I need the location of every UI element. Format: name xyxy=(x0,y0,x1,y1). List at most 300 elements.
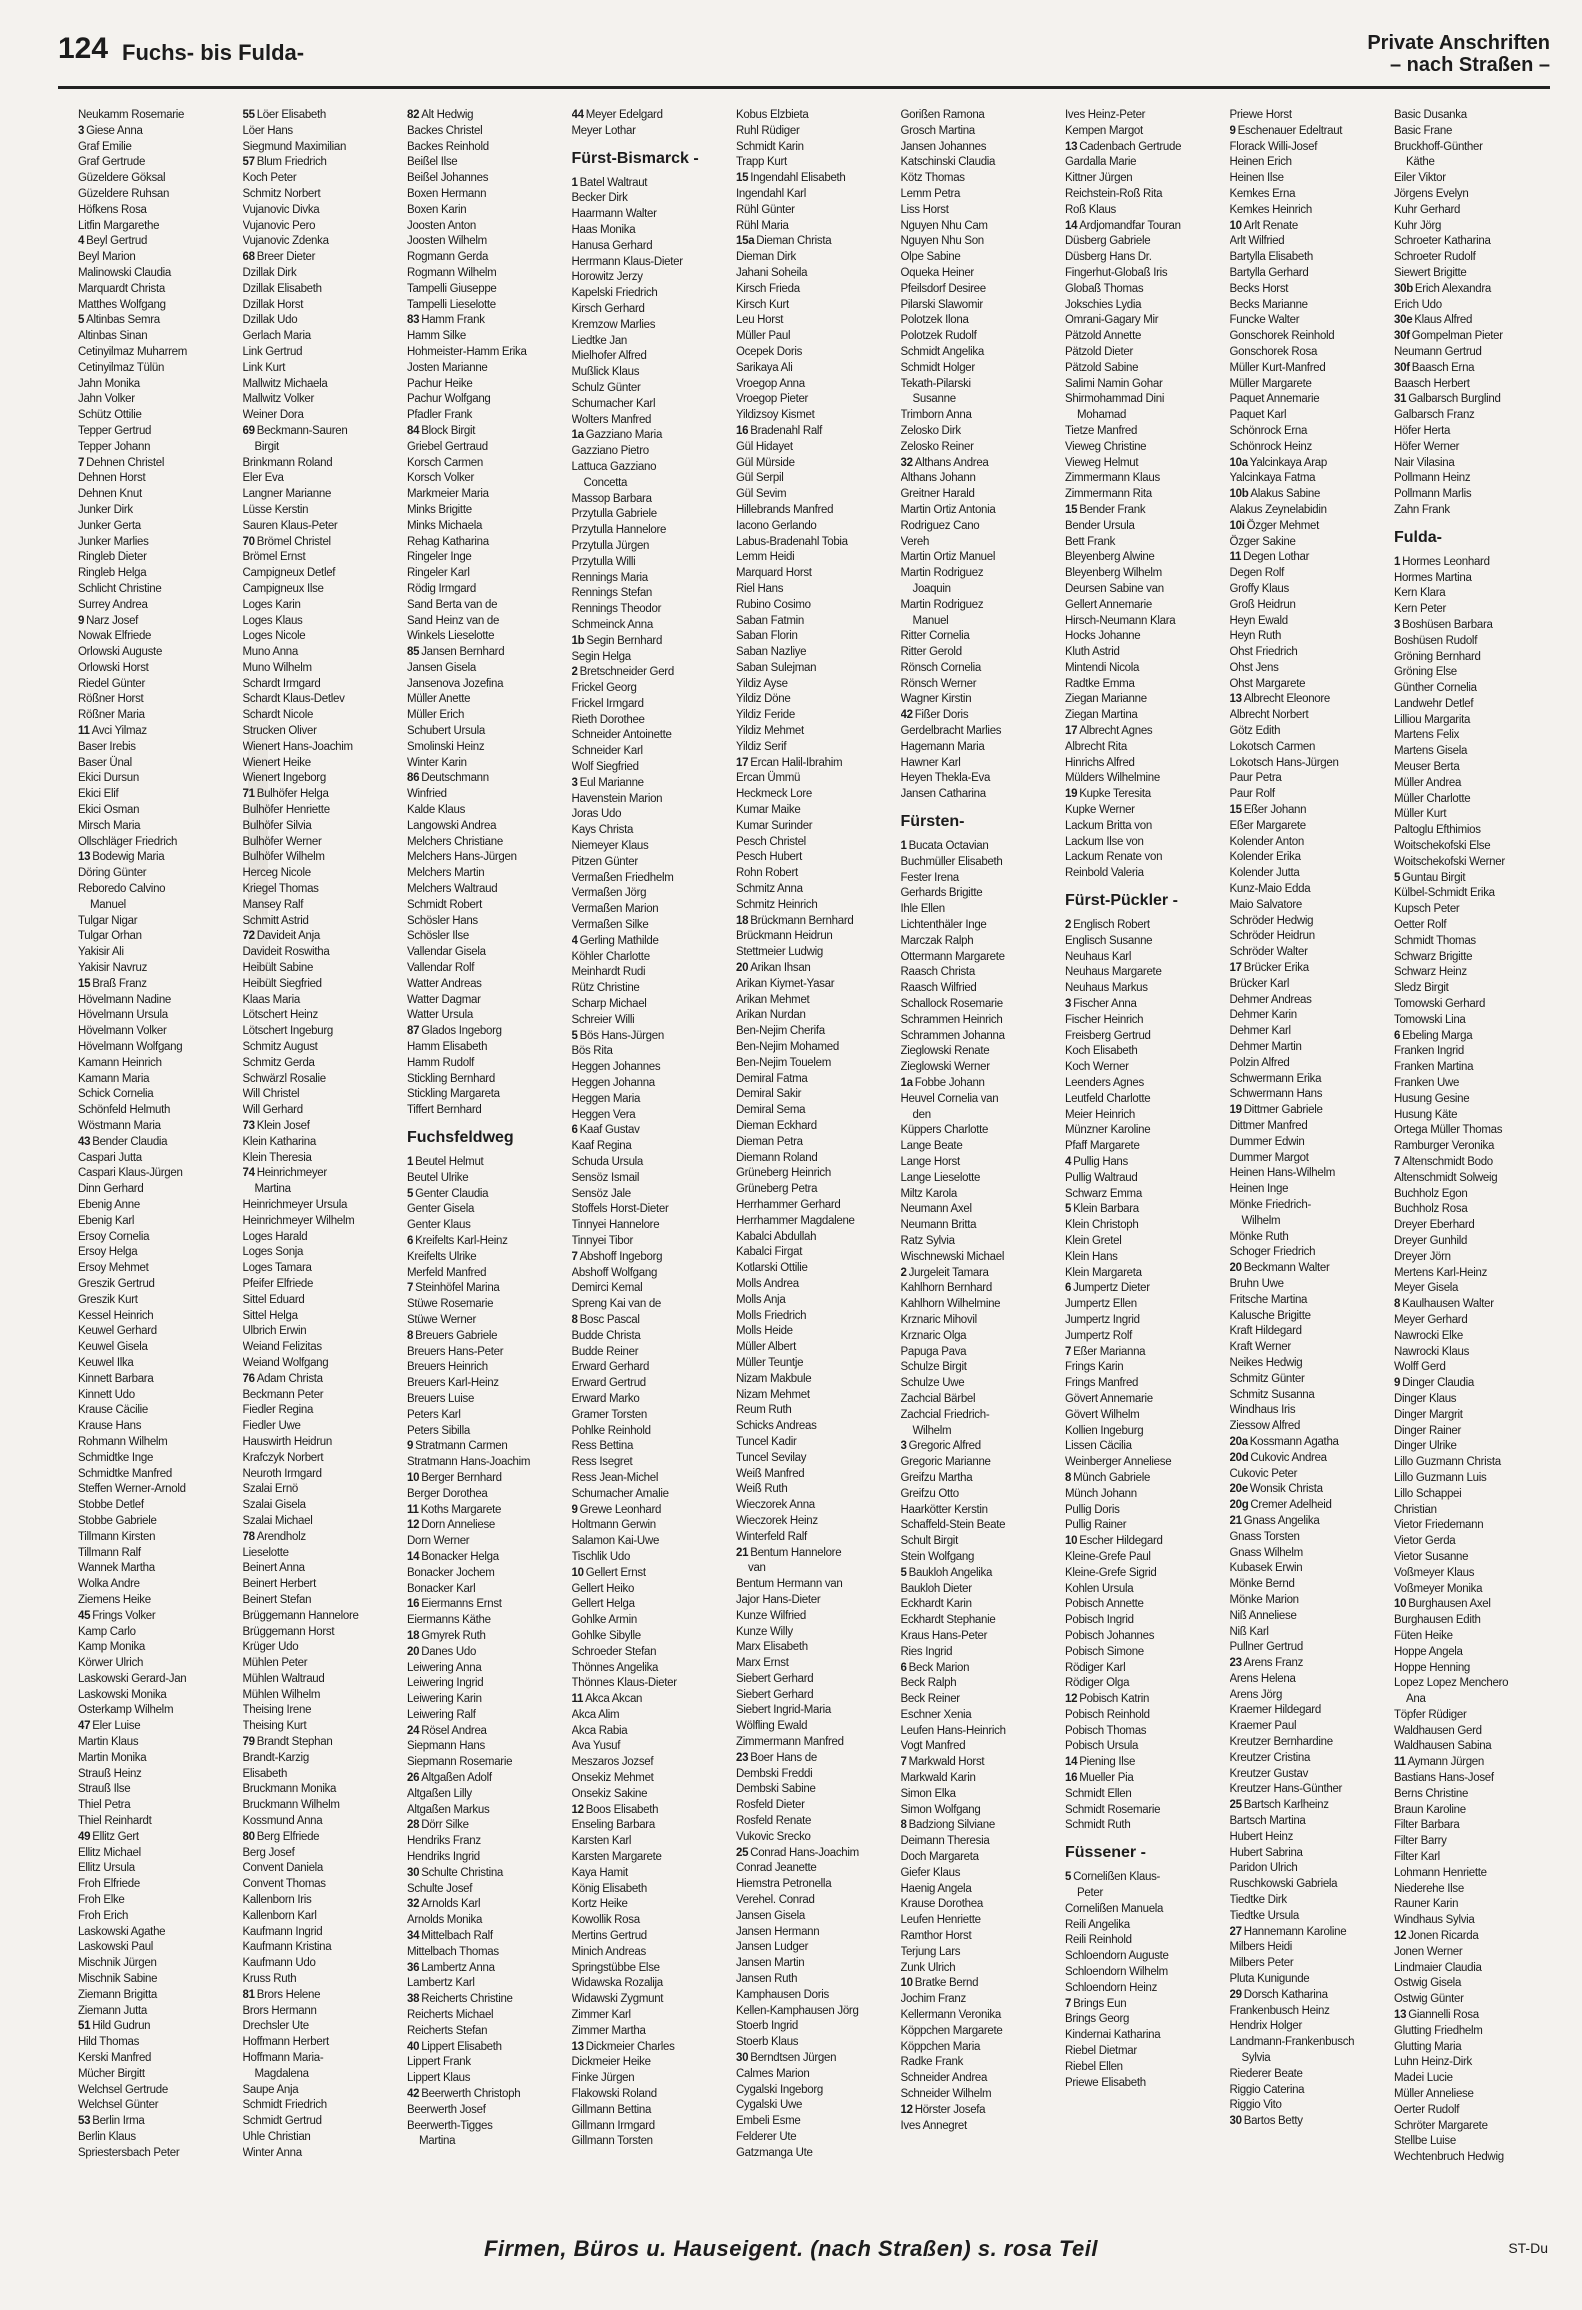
list-item: Vroegop Pieter xyxy=(736,393,809,406)
list-item: 28 Dörr Silke xyxy=(407,1819,469,1832)
list-item: Strauß Ilse xyxy=(78,1783,131,1796)
list-item: 81 Brors Helene xyxy=(242,1988,321,2001)
list-item: Lötschert Heinz xyxy=(242,1009,318,1022)
list-item: 32 Arnolds Karl xyxy=(407,1898,481,1911)
list-item: Krafczyk Norbert xyxy=(242,1451,324,1464)
list-item: Niß Anneliese xyxy=(1229,1609,1297,1622)
list-item: Klein Gretel xyxy=(1065,1234,1122,1247)
list-item: Pobisch Simone xyxy=(1065,1645,1144,1658)
list-item: Ziemann Brigitta xyxy=(78,1988,157,2001)
list-item: Jansen Gisela xyxy=(407,661,476,674)
list-item: Kolender Anton xyxy=(1229,835,1304,848)
list-item: Martin Ortiz Antonia xyxy=(900,503,996,516)
list-item: Albrecht Rita xyxy=(1065,740,1127,753)
list-item: Reichstein-Roß Rita xyxy=(1065,187,1163,200)
list-item: Ringleb Helga xyxy=(78,567,147,580)
list-item: Hövelmann Volker xyxy=(78,1025,167,1038)
list-item: Hillebrands Manfred xyxy=(736,503,834,516)
list-item: Schmeinck Anna xyxy=(571,618,653,631)
list-item: Hövelmann Wolfgang xyxy=(78,1041,183,1054)
list-item: Düsberg Hans Dr. xyxy=(1065,251,1152,264)
list-item: Ben-Nejim Touelem xyxy=(736,1056,832,1069)
list-item: Ohst Margarete xyxy=(1229,677,1306,690)
list-item: Filter Barbara xyxy=(1394,1819,1460,1832)
list-item: 82 Alt Hedwig xyxy=(407,109,474,121)
list-item: 5 Altinbas Semra xyxy=(78,314,160,327)
list-item: Neuhaus Karl xyxy=(1065,950,1132,963)
list-item: Vukovic Srecko xyxy=(736,1830,811,1843)
footer-note: Firmen, Büros u. Hauseigent. (nach Straßen) s. rosa Teil xyxy=(484,2236,1098,2261)
list-item: Greitner Harald xyxy=(900,488,975,501)
list-item: Pobisch Thomas xyxy=(1065,1724,1147,1737)
list-item: Wieczorek Heinz xyxy=(736,1514,818,1527)
list-item: Jahn Volker xyxy=(78,393,135,406)
list-item: Theising Kurt xyxy=(242,1720,307,1733)
list-item: Raasch Wilfried xyxy=(900,982,977,995)
list-item: Demiral Fatma xyxy=(736,1072,808,1085)
list-item: Ersoy Helga xyxy=(78,1246,138,1259)
list-item: Siegmund Maximilian xyxy=(242,140,347,153)
list-item: Schloendorn Auguste xyxy=(1065,1950,1169,1963)
list-item: 2 Bretschneider Gerd xyxy=(571,666,674,679)
list-item: Eckhardt Stephanie xyxy=(900,1614,996,1627)
list-item: 20g Cremer Adelheid xyxy=(1229,1499,1332,1512)
list-item: Jörgens Evelyn xyxy=(1394,187,1469,200)
list-item: Kumar Maike xyxy=(736,804,801,817)
list-item: Milbers Heidi xyxy=(1229,1941,1293,1954)
list-item: Brüggemann Horst xyxy=(242,1625,335,1638)
list-item: Rennings Theodor xyxy=(571,603,662,616)
list-item: Bulhöfer Silvia xyxy=(242,819,312,832)
list-item: Weiß Manfred xyxy=(736,1467,805,1480)
list-item: Pfaff Margarete xyxy=(1065,1140,1140,1153)
list-item: 26 Altgaßen Adolf xyxy=(407,1772,492,1785)
list-item: Gellert Annemarie xyxy=(1065,598,1152,611)
list-item: Lieselotte xyxy=(242,1546,289,1559)
list-item: 16 Eiermanns Ernst xyxy=(407,1598,502,1611)
list-item: Schmidt Gertrud xyxy=(242,2115,322,2128)
list-item: 1 Hormes Leonhard xyxy=(1394,555,1490,568)
list-item: Reum Ruth xyxy=(736,1404,792,1417)
list-item: Wolff Gerd xyxy=(1394,1361,1446,1374)
list-item: Gohlke Sibylle xyxy=(571,1629,641,1642)
list-item: Schmidt Holger xyxy=(900,361,975,374)
list-item: Laskowski Paul xyxy=(78,1941,154,1954)
list-item: Mußlick Klaus xyxy=(571,366,640,379)
list-item: Schmitz August xyxy=(242,1041,318,1054)
list-item: Hiemstra Petronella xyxy=(736,1878,832,1891)
list-item: Enseling Barbara xyxy=(571,1819,655,1832)
list-item: Gonschorek Reinhold xyxy=(1229,330,1335,343)
list-item: Vallendar Gisela xyxy=(407,946,486,959)
list-item: 86 Deutschmann xyxy=(407,772,489,785)
list-item: Wilhelm xyxy=(912,1424,952,1437)
list-item: Schösler Hans xyxy=(407,914,478,927)
list-item: Kollien Ingeburg xyxy=(1065,1424,1144,1437)
list-item: Caspari Klaus-Jürgen xyxy=(78,1167,183,1180)
list-item: Kalusche Brigitte xyxy=(1229,1309,1311,1322)
list-item: Keuwel Gisela xyxy=(78,1341,148,1354)
list-item: Ratz Sylvia xyxy=(900,1234,955,1247)
list-item: Herceg Nicole xyxy=(242,867,311,880)
list-item: Herrhammer Gerhard xyxy=(736,1198,841,1211)
list-item: Roß Klaus xyxy=(1065,203,1116,216)
list-item: Mücher Birgitt xyxy=(78,2067,145,2080)
list-item: Beerwerth Josef xyxy=(407,2103,486,2116)
list-item: Schwärzl Rosalie xyxy=(242,1072,326,1085)
list-item: 15 Bender Frank xyxy=(1065,503,1146,516)
list-item: Christian xyxy=(1394,1503,1437,1516)
list-item: Altinbas Sinan xyxy=(78,330,148,343)
list-item: Melchers Hans-Jürgen xyxy=(407,851,517,864)
list-item: Ringleb Dieter xyxy=(78,551,147,564)
list-item: Wolters Manfred xyxy=(571,413,652,426)
list-item: Schaffeld-Stein Beate xyxy=(900,1519,1006,1532)
list-item: Kaya Hamit xyxy=(571,1866,628,1879)
list-item: Nowak Elfriede xyxy=(78,630,152,643)
list-item: Tomowski Gerhard xyxy=(1394,998,1486,1011)
list-item: Leiwering Anna xyxy=(407,1661,482,1674)
list-item: Grüneberg Heinrich xyxy=(736,1167,831,1180)
list-item: 11 Avci Yilmaz xyxy=(78,725,147,738)
list-item: Trimborn Anna xyxy=(900,409,972,422)
list-item: Eler Eva xyxy=(242,472,284,485)
list-item: Sand Heinz van de xyxy=(407,614,500,627)
list-item: Hubert Heinz xyxy=(1229,1830,1294,1843)
list-item: Vieweg Christine xyxy=(1065,440,1147,453)
list-item: Vujanovic Pero xyxy=(242,219,316,232)
list-item: Burghausen Edith xyxy=(1394,1614,1481,1627)
list-item: Shirmohammad Dini xyxy=(1065,393,1165,406)
list-item: Surrey Andrea xyxy=(78,598,148,611)
list-item: Schallock Rosemarie xyxy=(900,998,1003,1011)
list-item: Kabalci Abdullah xyxy=(736,1230,817,1243)
list-item: Heyen Thekla-Eva xyxy=(900,772,991,785)
list-item: 42 Beerwerth Christoph xyxy=(407,2088,521,2101)
list-item: Ziessow Alfred xyxy=(1229,1420,1301,1433)
list-item: Kinnett Udo xyxy=(78,1388,135,1401)
list-item: Schröder Hedwig xyxy=(1229,914,1314,927)
list-item: Tampelli Giuseppe xyxy=(407,282,497,295)
list-item: Glutting Maria xyxy=(1394,2040,1462,2053)
list-item: Sand Berta van de xyxy=(407,598,498,611)
list-item: Kamann Maria xyxy=(78,1072,150,1085)
list-item: Ress Bettina xyxy=(571,1440,634,1453)
list-item: Cetinyilmaz Muharrem xyxy=(78,345,188,358)
list-item: Niederehe Ilse xyxy=(1394,1882,1464,1895)
list-item: Dehnen Knut xyxy=(78,488,142,501)
list-item: Reili Reinhold xyxy=(1065,1934,1132,1947)
list-item: Globaß Thomas xyxy=(1065,282,1144,295)
list-item: Katschinski Claudia xyxy=(900,156,996,169)
list-item: 72 Davideit Anja xyxy=(242,930,320,943)
list-item: Eschner Xenia xyxy=(900,1708,972,1721)
list-item: Vermaßen Silke xyxy=(571,919,649,932)
list-item: Gonschorek Rosa xyxy=(1229,345,1318,358)
list-item: Leenders Agnes xyxy=(1065,1077,1144,1090)
list-item: 13 Albrecht Eleonore xyxy=(1229,693,1331,706)
list-item: Link Kurt xyxy=(242,361,286,374)
list-item: Sittel Eduard xyxy=(242,1293,305,1306)
list-item: Höfer Herta xyxy=(1394,424,1451,437)
list-item: 20a Kossmann Agatha xyxy=(1229,1435,1339,1448)
list-item: 13 Giannelli Rosa xyxy=(1394,2009,1479,2022)
list-item: Stoerb Ingrid xyxy=(736,2020,798,2033)
list-item: Klein Katharina xyxy=(242,1135,316,1148)
list-item: Embeli Esme xyxy=(736,2115,801,2128)
list-item: 7 Markwald Horst xyxy=(900,1756,985,1769)
list-item: Kellen-Kamphausen Jörg xyxy=(736,2004,859,2017)
list-item: 7 Abshoff Ingeborg xyxy=(571,1250,663,1263)
list-item: Ohst Jens xyxy=(1229,661,1279,674)
list-item: Schloendorn Heinz xyxy=(1065,1981,1158,1994)
list-item: Vermaßen Friedhelm xyxy=(571,871,674,884)
list-item: Tulgar Nigar xyxy=(78,914,138,927)
list-item: Jahani Soheila xyxy=(736,266,808,279)
list-item: Langowski Andrea xyxy=(407,819,497,832)
list-item: Beyl Marion xyxy=(78,251,136,264)
list-item: Jonen Werner xyxy=(1394,1945,1463,1958)
list-item: Beck Reiner xyxy=(900,1693,960,1706)
list-item: Ziemann Jutta xyxy=(78,2004,147,2017)
list-item: Keuwel Ilka xyxy=(78,1356,134,1369)
list-item: Becker Dirk xyxy=(571,192,628,205)
list-item: Riggio Vito xyxy=(1229,2099,1282,2112)
list-item: Dreyer Gunhild xyxy=(1394,1234,1468,1247)
list-item: Heyn Ewald xyxy=(1229,614,1288,627)
list-item: Heinen Hans-Wilhelm xyxy=(1229,1167,1336,1180)
list-item: Oerter Rudolf xyxy=(1394,2103,1460,2116)
list-item: Milbers Peter xyxy=(1229,1957,1294,1970)
list-item: Sledz Birgit xyxy=(1394,982,1449,995)
list-item: 1 Beutel Helmut xyxy=(407,1156,484,1168)
list-item: Szalai Ernö xyxy=(242,1483,299,1496)
list-item: Mielhofer Alfred xyxy=(571,350,647,363)
list-item: 5 Baukloh Angelika xyxy=(900,1566,993,1579)
list-item: Breuers Luise xyxy=(407,1392,475,1405)
list-item: Kuhr Gerhard xyxy=(1394,203,1461,216)
list-item: Gillmann Irmgard xyxy=(571,2119,655,2132)
list-item: Kluth Astrid xyxy=(1065,646,1120,659)
list-item: Martin Monika xyxy=(78,1751,147,1764)
list-item: Haas Monika xyxy=(571,223,636,236)
list-item: Malinowski Claudia xyxy=(78,266,172,279)
list-item: Tiffert Bernhard xyxy=(407,1104,482,1117)
list-item: Hoffmann Maria- xyxy=(242,2052,324,2065)
list-item: Reicherts Stefan xyxy=(407,2024,488,2037)
list-item: Klein Hans xyxy=(1065,1250,1118,1263)
list-item: Liss Horst xyxy=(900,203,949,216)
list-item: Pobisch Reinhold xyxy=(1065,1708,1150,1721)
list-item: Grosch Martina xyxy=(900,124,975,137)
list-item: Rödiger Olga xyxy=(1065,1677,1130,1690)
list-item: Kupke Werner xyxy=(1065,804,1135,817)
list-item: Franken Uwe xyxy=(1394,1077,1460,1090)
list-item: Dinger Ulrike xyxy=(1394,1440,1457,1453)
list-item: Rühl Maria xyxy=(736,219,789,232)
list-item: 30e Klaus Alfred xyxy=(1394,314,1473,327)
list-item: Meyer Lothar xyxy=(571,124,636,137)
list-item: Kahlhorn Bernhard xyxy=(900,1282,992,1295)
list-item: Rieth Dorothee xyxy=(571,713,645,726)
list-item: 2 Jurgeleit Tamara xyxy=(900,1266,989,1279)
list-item: Thiel Petra xyxy=(78,1799,131,1812)
alphabet-range: Fuchs- bis Fulda- xyxy=(122,40,305,65)
list-item: Cygalski Uwe xyxy=(736,2099,803,2112)
list-item: Pfeifer Elfriede xyxy=(242,1277,314,1290)
list-item: Gövert Wilhelm xyxy=(1065,1408,1140,1421)
list-item: Minich Andreas xyxy=(571,1945,646,1958)
list-item: Beinert Stefan xyxy=(242,1593,312,1606)
list-item: Schwarz Heinz xyxy=(1394,966,1467,979)
list-item: Mönke Friedrich- xyxy=(1229,1198,1311,1211)
list-item: Kays Christa xyxy=(571,824,634,837)
list-item: Weiand Wolfgang xyxy=(242,1356,329,1369)
list-item: 9 Narz Josef xyxy=(78,614,139,627)
list-item: Stein Wolfgang xyxy=(900,1550,975,1563)
list-item: Kabalci Firgat xyxy=(736,1246,803,1259)
list-item: Altgaßen Lilly xyxy=(407,1787,472,1800)
list-item: Gröning Bernhard xyxy=(1394,650,1481,663)
list-item: Woitschekofski Else xyxy=(1394,840,1491,853)
list-item: Kleine-Grefe Paul xyxy=(1065,1550,1151,1563)
list-item: Watter Andreas xyxy=(407,977,482,990)
list-item: 10a Yalcinkaya Arap xyxy=(1229,456,1327,469)
list-item: Raasch Christa xyxy=(900,966,975,979)
list-item: Lichtenthäler Inge xyxy=(900,919,987,932)
list-item: Przytulla Gabriele xyxy=(571,508,657,521)
list-item: Mohamad xyxy=(1077,409,1127,422)
list-item: Springstübbe Else xyxy=(571,1961,660,1974)
list-item: Tulgar Orhan xyxy=(78,930,142,943)
directory-column xyxy=(901,108,1059,2208)
list-item: Griebel Gertraud xyxy=(407,440,488,453)
list-item: Vermaßen Jörg xyxy=(571,887,647,900)
list-item: Molls Andrea xyxy=(736,1277,799,1290)
list-item: Kleine-Grefe Sigrid xyxy=(1065,1566,1157,1579)
list-item: Kaufmann Udo xyxy=(242,1957,316,1970)
list-item: 27 Hannemann Karoline xyxy=(1229,1925,1347,1938)
list-item: Will Christel xyxy=(242,1088,300,1101)
list-item: Orlowski Auguste xyxy=(78,646,163,659)
list-item: Dinger Klaus xyxy=(1394,1392,1457,1405)
list-item: Oqueka Heiner xyxy=(900,266,974,279)
list-item: Filter Barry xyxy=(1394,1835,1447,1848)
list-item: Giefer Klaus xyxy=(900,1866,961,1879)
list-item: Wischnewski Michael xyxy=(900,1250,1005,1263)
list-item: Schmidt Ellen xyxy=(1065,1787,1132,1800)
list-item: Schubert Ursula xyxy=(407,725,485,738)
list-item: Waldhausen Sabina xyxy=(1394,1740,1492,1753)
list-item: Pesch Hubert xyxy=(736,851,803,864)
list-item: Ottermann Margarete xyxy=(900,950,1005,963)
list-item: Matthes Wolfgang xyxy=(78,298,166,311)
list-item: Schwarz Emma xyxy=(1065,1187,1142,1200)
list-item: Weiner Dora xyxy=(242,409,304,422)
list-item: Baser Ünal xyxy=(78,756,132,769)
list-item: 8 Breuers Gabriele xyxy=(407,1329,498,1342)
list-item: Widawska Rozalija xyxy=(571,1977,663,1990)
list-item: Elisabeth xyxy=(242,1767,288,1780)
list-item: 5 Klein Barbara xyxy=(1065,1203,1139,1216)
list-item: Dembski Sabine xyxy=(736,1783,816,1796)
list-item: Heibült Sabine xyxy=(242,962,314,975)
page-header xyxy=(58,28,1550,89)
list-item: Bartylla Elisabeth xyxy=(1229,251,1313,264)
list-item: Breuers Hans-Peter xyxy=(407,1345,504,1358)
list-item: 21 Bentum Hannelore xyxy=(736,1546,842,1559)
list-item: Pachur Wolfgang xyxy=(407,393,491,406)
list-item: 30 Bartos Betty xyxy=(1229,2115,1303,2128)
list-item: Schmidtke Manfred xyxy=(78,1467,172,1480)
list-item: 9 Grewe Leonhard xyxy=(571,1503,662,1516)
list-item: Kalde Klaus xyxy=(407,804,466,817)
list-item: 6 Ebeling Marga xyxy=(1394,1029,1473,1042)
list-item: Yildizsoy Kismet xyxy=(736,409,815,422)
list-item: Dembski Freddi xyxy=(736,1767,813,1780)
list-item: Heyn Ruth xyxy=(1229,630,1282,643)
list-item: Hormes Martina xyxy=(1394,571,1472,584)
list-item: Stüwe Werner xyxy=(407,1313,477,1326)
list-item: Kirsch Kurt xyxy=(736,298,789,311)
list-item: Kraemer Hildegard xyxy=(1229,1704,1321,1717)
footer-code: ST-Du xyxy=(1508,2240,1548,2256)
list-item: Ersoy Cornelia xyxy=(78,1230,150,1243)
list-item: Loges Karin xyxy=(242,598,301,611)
list-item: 34 Mittelbach Ralf xyxy=(407,1930,493,1943)
list-item: 85 Jansen Bernhard xyxy=(407,646,505,659)
list-item: Martin Rodriguez xyxy=(900,567,984,580)
directory-column xyxy=(407,108,565,2208)
list-item: Müller Albert xyxy=(736,1341,797,1354)
list-item: Simon Elka xyxy=(900,1787,956,1800)
list-item: Horowitz Jerzy xyxy=(571,271,643,284)
list-item: Watter Dagmar xyxy=(407,993,481,1006)
list-item: Töpfer Rüdiger xyxy=(1394,1708,1467,1721)
list-item: Spriestersbach Peter xyxy=(78,2146,180,2159)
list-item: Siepmann Rosemarie xyxy=(407,1756,513,1769)
list-item: Hamm Rudolf xyxy=(407,1056,474,1069)
street-heading: Fürst-Pückler - xyxy=(1065,892,1178,910)
list-item: Schütz Ottilie xyxy=(78,409,142,422)
list-item: Kaufmann Ingrid xyxy=(242,1925,323,1938)
list-item: Baasch Herbert xyxy=(1394,377,1470,390)
list-item: Groffy Klaus xyxy=(1229,582,1289,595)
list-item: 10 Gellert Ernst xyxy=(571,1566,646,1579)
list-item: Wölfling Ewald xyxy=(736,1720,808,1733)
list-item: Rodriguez Cano xyxy=(900,519,980,532)
list-item: Güzeldere Göksal xyxy=(78,172,166,185)
list-item: Groß Heidrun xyxy=(1229,598,1296,611)
list-item: 23 Arens Franz xyxy=(1229,1657,1304,1670)
list-item: Schroeder Stefan xyxy=(571,1645,657,1658)
list-item: Mintendi Nicola xyxy=(1065,661,1140,674)
list-item: Zimmer Karl xyxy=(571,2009,631,2022)
list-item: Tampelli Lieselotte xyxy=(407,298,496,311)
list-item: Beißel Johannes xyxy=(407,172,489,185)
list-item: Schmidt Robert xyxy=(407,898,483,911)
list-item: Wolka Andre xyxy=(78,1578,140,1591)
list-item: Dzillak Udo xyxy=(242,314,298,327)
list-item: Niß Karl xyxy=(1229,1625,1269,1638)
list-item: 3 Eul Marianne xyxy=(571,776,644,789)
list-item: 57 Blum Friedrich xyxy=(242,156,327,169)
list-item: Ostwig Günter xyxy=(1394,1993,1464,2006)
list-item: Kellermann Veronika xyxy=(900,2009,1001,2022)
list-item: Junker Dirk xyxy=(78,503,133,516)
list-item: Hoffmann Herbert xyxy=(242,2036,329,2049)
list-item: Osterkamp Wilhelm xyxy=(78,1704,174,1717)
